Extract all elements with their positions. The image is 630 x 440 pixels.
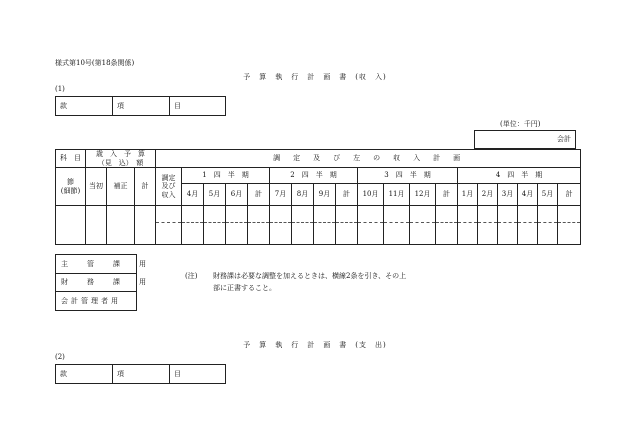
section-1-label: (1) (55, 85, 65, 93)
entry-cell (248, 206, 270, 245)
quarter-4-header: 4 四 半 期 (458, 168, 581, 184)
chotei-header (156, 168, 182, 206)
entry-cell (498, 206, 518, 245)
moku-cell: 目 (170, 365, 226, 384)
quarter-1-header: 1 四 半 期 (182, 168, 270, 184)
entry-cell (204, 206, 226, 245)
month-cell: 2月 (478, 184, 498, 206)
entry-cell (135, 206, 156, 245)
expense-classification-box (55, 364, 226, 384)
entry-cell (56, 206, 86, 245)
note-label: (注) (185, 272, 198, 280)
month-cell: 6月 (226, 184, 248, 206)
month-cell: 12月 (410, 184, 436, 206)
note-line-2: 部に正書すること。 (213, 284, 276, 292)
entry-cell (86, 206, 107, 245)
plan-header: 調 定 及 び 左 の 収 入 計 画 (156, 150, 581, 168)
entry-cell (314, 206, 336, 245)
kou-cell: 項 (113, 365, 170, 384)
entry-cell (478, 206, 498, 245)
entry-cell (558, 206, 581, 245)
month-cell: 10月 (358, 184, 384, 206)
month-cell: 9月 (314, 184, 336, 206)
approval-row-main-dept: 主 管 課 用 (56, 255, 137, 274)
income-title: 予 算 執 行 計 画 書 (収 入) (243, 73, 387, 81)
budget-header-line2: （見 込） 額 (97, 158, 144, 167)
kan-cell: 款 (56, 365, 113, 384)
month-cell: 8月 (292, 184, 314, 206)
moku-cell: 目 (170, 97, 226, 116)
month-cell: 1月 (458, 184, 478, 206)
entry-cell (410, 206, 436, 245)
note-line-1: 財務課は必要な調整を加えるときは、横線2条を引き、その上 (213, 272, 407, 280)
month-cell: 計 (558, 184, 581, 206)
setsu-header-line2: (細節) (60, 186, 81, 195)
entry-cell (358, 206, 384, 245)
month-cell: 計 (336, 184, 358, 206)
month-cell: 5月 (538, 184, 558, 206)
kou-cell: 項 (113, 97, 170, 116)
entry-cell (292, 206, 314, 245)
total-header: 計 (135, 168, 156, 206)
month-cell: 11月 (384, 184, 410, 206)
entry-cell (336, 206, 358, 245)
kamoku-header: 科 目 (56, 150, 86, 168)
setsu-header-line1: 節 (67, 178, 74, 187)
kan-cell: 款 (56, 97, 113, 116)
section-2-label: (2) (55, 353, 65, 361)
entry-cell (436, 206, 458, 245)
expense-title: 予 算 執 行 計 画 書 (支 出) (243, 341, 387, 349)
entry-cell (107, 206, 135, 245)
entry-cell (182, 206, 204, 245)
setsu-header (56, 168, 86, 206)
income-classification-box (55, 96, 226, 116)
entry-cell (538, 206, 558, 245)
month-cell: 計 (248, 184, 270, 206)
budget-header-line1: 歳 入 予 算 (96, 150, 146, 159)
approval-row-accounting-manager: 会計管理者用 (56, 292, 137, 311)
accounting-cell: 会計 (475, 131, 576, 149)
entry-cell (384, 206, 410, 245)
approval-box (55, 254, 152, 311)
chotei-line2: 及び (161, 182, 176, 191)
entry-cell (458, 206, 478, 245)
unit-label: (単位：千円) (500, 120, 541, 128)
month-cell: 4月 (518, 184, 538, 206)
chotei-line3: 収入 (161, 190, 176, 199)
entry-cell (270, 206, 292, 245)
month-cell: 4月 (182, 184, 204, 206)
tousho-header: 当初 (86, 168, 107, 206)
month-cell: 5月 (204, 184, 226, 206)
entry-cell (226, 206, 248, 245)
approval-row-finance-dept: 財 務 課 用 (56, 273, 137, 292)
month-cell: 計 (436, 184, 458, 206)
entry-cell (518, 206, 538, 245)
budget-header (86, 150, 156, 168)
quarter-3-header: 3 四 半 期 (358, 168, 458, 184)
entry-cell (156, 206, 182, 245)
month-cell: 7月 (270, 184, 292, 206)
chotei-line1: 調定 (161, 174, 176, 183)
accounting-box (474, 130, 576, 149)
hosei-header: 補正 (107, 168, 135, 206)
quarter-2-header: 2 四 半 期 (270, 168, 358, 184)
form-number: 様式第10号(第18条関係) (55, 59, 135, 67)
month-cell: 3月 (498, 184, 518, 206)
income-plan-table (55, 149, 581, 245)
